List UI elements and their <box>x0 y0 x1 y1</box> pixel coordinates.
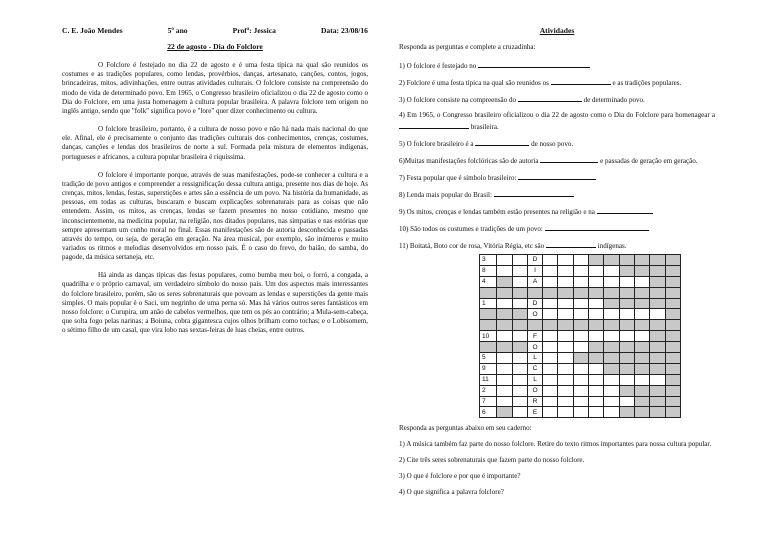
clue-number-cell <box>480 287 497 298</box>
crossword-row <box>480 407 681 418</box>
crossword-cell <box>634 320 649 331</box>
answer-blank[interactable] <box>475 138 529 146</box>
crossword-cell <box>634 265 649 276</box>
crossword-cell[interactable] <box>543 363 558 374</box>
crossword-cell <box>589 320 604 331</box>
crossword-cell <box>634 363 649 374</box>
clue-number-cell: 10 <box>480 331 497 342</box>
crossword-cell <box>497 342 512 353</box>
crossword-cell <box>619 320 634 331</box>
crossword-cell[interactable] <box>650 309 665 320</box>
crossword-cell <box>650 385 665 396</box>
crossword-cell <box>650 287 665 298</box>
crossword-cell <box>512 309 527 320</box>
crossword-cell[interactable] <box>543 298 558 309</box>
crossword-cell <box>543 320 558 331</box>
crossword-cell <box>512 320 527 331</box>
crossword-cell[interactable] <box>619 309 634 320</box>
crossword-cell[interactable] <box>543 265 558 276</box>
crossword-cell <box>665 385 680 396</box>
crossword-cell[interactable] <box>589 298 604 309</box>
question-2: 2) Folclore é uma festa típica na qual são reunidos os e as tradições populares. <box>399 79 682 88</box>
hidden-word-cell: R <box>527 396 542 407</box>
crossword-cell <box>650 276 665 287</box>
question-10: 10) São todos os costumes e tradições de um povo: <box>399 223 715 234</box>
crossword-row <box>480 331 681 342</box>
crossword-row <box>480 265 681 276</box>
hidden-word-cell <box>527 287 542 298</box>
crossword-row <box>480 374 681 385</box>
crossword-cell <box>665 396 680 407</box>
crossword-cell[interactable] <box>558 385 573 396</box>
hidden-word-cell: L <box>527 353 542 364</box>
crossword-cell <box>604 353 619 364</box>
hidden-word-cell: A <box>527 276 542 287</box>
crossword-cell <box>497 407 512 418</box>
crossword-row <box>480 255 681 266</box>
crossword-cell[interactable] <box>543 374 558 385</box>
crossword-cell <box>619 363 634 374</box>
clue-number-cell: 3 <box>480 255 497 266</box>
crossword-cell <box>650 396 665 407</box>
question-1: 1) O folclore é festejado no <box>399 60 715 71</box>
crossword-cell <box>665 363 680 374</box>
crossword-cell <box>665 287 680 298</box>
text-paragraph-2: O folclore brasileiro, portanto, é a cultura de nosso povo e não há nada mais nacional do que ele. Afinal, ele é precisamente o conjunto das tradições culturais dos conhecimentos, crenças, costumes, danças, canções e lendas dos brasileiros de norte a sul. Formada pela mistura de elementos indígenas, portugueses e africanos, a cultura popular brasileira é riquíssima. <box>62 125 368 161</box>
crossword-cell[interactable] <box>634 374 649 385</box>
crossword-cell[interactable] <box>604 276 619 287</box>
crossword-cell[interactable] <box>573 385 588 396</box>
clue-number-cell: 9 <box>480 363 497 374</box>
crossword-cell[interactable] <box>619 374 634 385</box>
clue-number-cell <box>480 320 497 331</box>
crossword-cell <box>512 342 527 353</box>
crossword-cell <box>665 309 680 320</box>
crossword-cell <box>650 255 665 266</box>
activities-column <box>399 26 715 257</box>
hidden-word-cell: L <box>527 374 542 385</box>
crossword-cell[interactable] <box>558 363 573 374</box>
crossword-cell <box>634 342 649 353</box>
crossword-cell[interactable] <box>634 309 649 320</box>
crossword-row <box>480 363 681 374</box>
crossword-cell <box>634 353 649 364</box>
crossword-cell <box>634 396 649 407</box>
crossword-row <box>480 396 681 407</box>
crossword-row <box>480 309 681 320</box>
answer-blank[interactable] <box>494 189 574 197</box>
crossword-cell[interactable] <box>604 385 619 396</box>
crossword-cell <box>543 287 558 298</box>
crossword-cell[interactable] <box>497 374 512 385</box>
crossword-cell[interactable] <box>497 385 512 396</box>
crossword-row <box>480 342 681 353</box>
hidden-word-cell: F <box>527 331 542 342</box>
clue-number-cell: 11 <box>480 374 497 385</box>
clue-number-cell: 6 <box>480 407 497 418</box>
hidden-word-cell: D <box>527 298 542 309</box>
crossword-cell <box>604 342 619 353</box>
crossword-cell[interactable] <box>573 407 588 418</box>
crossword-cell <box>512 287 527 298</box>
crossword-cell[interactable] <box>543 353 558 364</box>
crossword-cell[interactable] <box>573 298 588 309</box>
crossword-cell <box>589 287 604 298</box>
crossword-cell <box>650 298 665 309</box>
crossword-cell <box>619 353 634 364</box>
crossword-grid <box>479 254 681 418</box>
crossword-cell[interactable] <box>512 298 527 309</box>
activities-title: Atividades <box>539 26 575 35</box>
crossword-cell <box>665 265 680 276</box>
crossword-cell[interactable] <box>604 374 619 385</box>
crossword-cell[interactable] <box>543 331 558 342</box>
crossword-cell <box>665 342 680 353</box>
crossword-cell <box>573 287 588 298</box>
clue-number-cell: 4 <box>480 276 497 287</box>
question-3: 3) O folclore consiste na compreensão do de determinado povo. <box>399 96 645 105</box>
crossword-cell <box>604 320 619 331</box>
crossword-cell <box>634 407 649 418</box>
grade-label: 5º ano <box>167 26 188 35</box>
crossword-cell[interactable] <box>650 374 665 385</box>
crossword-cell <box>665 353 680 364</box>
crossword-cell[interactable] <box>573 363 588 374</box>
crossword-cell[interactable] <box>573 342 588 353</box>
crossword-cell[interactable] <box>558 353 573 364</box>
text-paragraph-3: O folclore é importante porque, através de suas manifestações, pode-se conhecer a cultura e a tradição de povo antigos e compreender a ressignificação dessa cultura antiga, presente nos dias de hoje. As crenças, mitos, lendas, festas, superstições e artes são a essência de um povo. Na história da humanidade, as pessoas, em todas as culturas, buscaram e buscam explicações sobrenaturais para as coisas que não entendem. Assim, os mitos, as crenças, lendas se fazem presentes no nosso cotidiano, mesmo que inconscientemente, na medicina popular, na religião, nos ditados populares, nas simpatias e nas estórias que sempre apresentam um cunho moral no final. Essas manifestações são de autoria desconhecida e passadas através do tempo, ou seja, de geração em geração. Na área musical, por exemplo, são inúmeros e muito variados os ritmos e melodias desenvolvidos em nosso país. É o caso do frevo, do baião, do samba, do pagode, da música sertaneja, etc. <box>62 170 368 262</box>
crossword-cell[interactable] <box>558 265 573 276</box>
crossword-row <box>480 276 681 287</box>
crossword-row <box>480 320 681 331</box>
clue-number-cell <box>480 342 497 353</box>
crossword-cell[interactable] <box>558 255 573 266</box>
crossword-cell[interactable] <box>589 331 604 342</box>
crossword-cell <box>558 287 573 298</box>
crossword-cell <box>665 407 680 418</box>
text-paragraph-1: O Folclore é festejado no dia 22 de agosto e é uma festa típica na qual são reunidos os costumes e as tradições populares, como lendas, provérbios, danças, artesanato, canções, contos, jogos, brincadeiras, mitos, adivinhações, entre outras atividades culturais. O folclore consiste na compreensão do modo de vida de determinado povo. Em 1965, o Congresso brasileiro oficializou o dia 22 de agosto como o Dia do Folclore, em uma justa homenagem à cultura popular brasileira. A palavra folclore tem origem no inglês antigo, sendo que "folk" significa povo e "lore" quer dizer conhecimento ou cultura. <box>62 61 368 115</box>
answer-blank[interactable] <box>518 172 596 180</box>
activities-intro: Responda as perguntas e complete a cruzadinha: <box>399 43 536 52</box>
answer-blank[interactable] <box>551 77 611 85</box>
crossword-cell <box>497 309 512 320</box>
hidden-word-cell: O <box>527 385 542 396</box>
crossword-cell <box>619 385 634 396</box>
crossword-cell <box>589 353 604 364</box>
hidden-word-cell: C <box>527 363 542 374</box>
crossword-cell[interactable] <box>512 396 527 407</box>
crossword-cell[interactable] <box>512 353 527 364</box>
crossword-cell <box>665 298 680 309</box>
crossword-cell[interactable] <box>543 276 558 287</box>
question-6: 6)Muitas manifestações folclóricas são de autoria e passadas de geração em geração. <box>399 156 698 165</box>
crossword-cell[interactable] <box>589 309 604 320</box>
crossword-cell <box>604 255 619 266</box>
answer-blank[interactable] <box>597 206 653 214</box>
crossword-cell <box>650 320 665 331</box>
crossword-cell[interactable] <box>512 407 527 418</box>
crossword-cell[interactable] <box>573 374 588 385</box>
crossword-cell[interactable] <box>497 255 512 266</box>
crossword-cell[interactable] <box>497 353 512 364</box>
text-title: 22 de agosto - Dia do Folclore <box>167 42 263 51</box>
homework-section <box>399 424 715 504</box>
question-4: 4) Em 1965, o Congresso brasileiro oficializou o dia 22 de agosto como o Dia do Folclore para homenagear a brasileira. <box>399 111 715 131</box>
crossword-cell[interactable] <box>573 276 588 287</box>
hidden-word-cell: O <box>527 309 542 320</box>
crossword-cell <box>604 363 619 374</box>
crossword-cell[interactable] <box>543 255 558 266</box>
clue-number-cell: 8 <box>480 265 497 276</box>
crossword-cell[interactable] <box>589 385 604 396</box>
hidden-word-cell: D <box>527 255 542 266</box>
crossword-cell <box>650 407 665 418</box>
homework-question-1: 1) A música também faz parte do nosso folclore. Retire do texto ritmos importantes para nossa cultura popular. <box>399 440 712 449</box>
crossword-cell[interactable] <box>497 396 512 407</box>
crossword-cell[interactable] <box>573 255 588 266</box>
crossword-cell[interactable] <box>589 396 604 407</box>
crossword-cell[interactable] <box>573 331 588 342</box>
answer-blank[interactable] <box>545 223 649 231</box>
crossword-cell <box>497 287 512 298</box>
crossword-cell <box>634 385 649 396</box>
crossword-cell[interactable] <box>512 385 527 396</box>
crossword-cell <box>665 276 680 287</box>
crossword-cell[interactable] <box>497 331 512 342</box>
crossword-cell <box>665 374 680 385</box>
crossword-cell[interactable] <box>558 407 573 418</box>
crossword-cell <box>665 255 680 266</box>
crossword-cell[interactable] <box>558 374 573 385</box>
crossword-cell[interactable] <box>619 396 634 407</box>
question-11: 11) Boitatá, Boto cor de rosa, Vitória Régia, etc são indígenas. <box>399 242 627 251</box>
crossword-cell <box>573 353 588 364</box>
crossword-cell[interactable] <box>512 363 527 374</box>
homework-intro: Responda as perguntas abaixo em seu caderno: <box>399 424 532 432</box>
crossword-cell[interactable] <box>619 276 634 287</box>
crossword-cell[interactable] <box>589 374 604 385</box>
crossword-cell[interactable] <box>558 396 573 407</box>
crossword-cell <box>650 353 665 364</box>
crossword-cell[interactable] <box>573 396 588 407</box>
crossword-cell <box>604 287 619 298</box>
date-label: Data: 23/08/16 <box>320 26 368 35</box>
crossword-cell <box>650 331 665 342</box>
homework-question-3: 3) O que é folclore e por que é importante? <box>399 472 521 481</box>
hidden-word-cell: E <box>527 407 542 418</box>
crossword-row <box>480 353 681 364</box>
crossword-cell[interactable] <box>589 276 604 287</box>
crossword-cell <box>619 287 634 298</box>
homework-question-4: 4) O que significa a palavra folclore? <box>399 488 504 497</box>
text-column <box>62 42 368 344</box>
crossword-cell <box>619 265 634 276</box>
crossword-cell[interactable] <box>558 331 573 342</box>
crossword-cell[interactable] <box>589 265 604 276</box>
question-9: 9) Os mitos, crenças e lendas também estão presentes na religião e na <box>399 206 715 217</box>
crossword-cell[interactable] <box>634 331 649 342</box>
hidden-word-cell: I <box>527 265 542 276</box>
clue-number-cell: 5 <box>480 353 497 364</box>
crossword-cell <box>665 320 680 331</box>
crossword-cell[interactable] <box>543 407 558 418</box>
text-paragraph-4: Há ainda as danças típicas das festas populares, como bumba meu boi, o forró, a congada, a quadrilha e o próprio carnaval, um verdadeiro símbolo do nosso país. Um dos aspectos mais interessantes do folclore brasileiro, porém, são os seres sobrenaturais que povoam as lendas e superstições da gente mais simples. O mais popular é o Saci, um negrinho de uma perna só. Mas há vários outros seres fantásticos em nosso folclore: o Curupira, um anão de cabelos vermelhos, que tem os pés ao contrário; a Mula-sem-cabeça, que solta fogo pelas narinas; a Boiuna, cobra gigantesca cujos olhos brilham como tochas; e o Lobisomem, o sétimo filho de um casal, que vira lobo nas sextas-feiras de luas cheias, entre outros. <box>62 271 368 335</box>
crossword-cell <box>650 265 665 276</box>
crossword-cell <box>650 363 665 374</box>
clue-number-cell: 1 <box>480 298 497 309</box>
homework-question-2: 2) Cite três seres sobrenaturais que fazem parte do nosso folclore. <box>399 456 585 465</box>
answer-blank[interactable] <box>399 121 469 129</box>
crossword-cell[interactable] <box>604 265 619 276</box>
crossword-cell[interactable] <box>558 342 573 353</box>
clue-number-cell: 7 <box>480 396 497 407</box>
clue-number-cell <box>480 309 497 320</box>
crossword-cell <box>589 255 604 266</box>
crossword-cell[interactable] <box>543 309 558 320</box>
crossword-row <box>480 385 681 396</box>
crossword-cell <box>604 298 619 309</box>
crossword-cell[interactable] <box>619 331 634 342</box>
crossword-cell[interactable] <box>589 407 604 418</box>
crossword-cell <box>619 298 634 309</box>
crossword-cell[interactable] <box>558 276 573 287</box>
crossword-cell <box>497 276 512 287</box>
question-7: 7) Festa popular que é símbolo brasileiro: <box>399 172 715 183</box>
crossword-cell[interactable] <box>543 342 558 353</box>
crossword-row <box>480 298 681 309</box>
crossword-cell[interactable] <box>604 407 619 418</box>
crossword-cell[interactable] <box>604 331 619 342</box>
answer-blank[interactable] <box>478 60 590 68</box>
crossword-cell[interactable] <box>512 265 527 276</box>
crossword-row <box>480 287 681 298</box>
crossword-cell[interactable] <box>634 276 649 287</box>
crossword-cell <box>665 331 680 342</box>
crossword-cell[interactable] <box>543 396 558 407</box>
crossword-cell <box>558 320 573 331</box>
question-5: 5) O folclore brasileiro é a de nosso povo. <box>399 139 574 148</box>
crossword-cell[interactable] <box>543 385 558 396</box>
crossword-cell[interactable] <box>604 396 619 407</box>
crossword-cell[interactable] <box>497 363 512 374</box>
crossword-cell <box>497 320 512 331</box>
answer-blank[interactable] <box>546 240 596 248</box>
crossword-cell[interactable] <box>589 363 604 374</box>
crossword-cell[interactable] <box>558 309 573 320</box>
clue-number-cell: 2 <box>480 385 497 396</box>
crossword-cell[interactable] <box>512 331 527 342</box>
answer-blank[interactable] <box>540 155 598 163</box>
teacher-label: Profª: Jessica <box>232 26 276 35</box>
crossword-cell[interactable] <box>512 374 527 385</box>
crossword-cell[interactable] <box>573 265 588 276</box>
crossword-cell[interactable] <box>573 309 588 320</box>
hidden-word-cell <box>527 320 542 331</box>
crossword-cell[interactable] <box>604 309 619 320</box>
crossword-cell <box>619 407 634 418</box>
crossword-cell <box>573 320 588 331</box>
crossword-cell[interactable] <box>512 276 527 287</box>
crossword-cell <box>634 287 649 298</box>
crossword-cell[interactable] <box>512 255 527 266</box>
crossword-cell <box>634 298 649 309</box>
question-8: 8) Lenda mais popular do Brasil: <box>399 189 715 200</box>
crossword-cell <box>634 255 649 266</box>
crossword-cell[interactable] <box>497 298 512 309</box>
crossword-cell[interactable] <box>497 265 512 276</box>
crossword-cell <box>589 342 604 353</box>
hidden-word-cell: O <box>527 342 542 353</box>
crossword-cell <box>619 342 634 353</box>
school-name: C. E. João Mendes <box>62 26 123 35</box>
crossword-cell <box>650 342 665 353</box>
crossword-cell[interactable] <box>558 298 573 309</box>
crossword-cell <box>619 255 634 266</box>
answer-blank[interactable] <box>518 94 582 102</box>
worksheet-header <box>62 26 368 35</box>
